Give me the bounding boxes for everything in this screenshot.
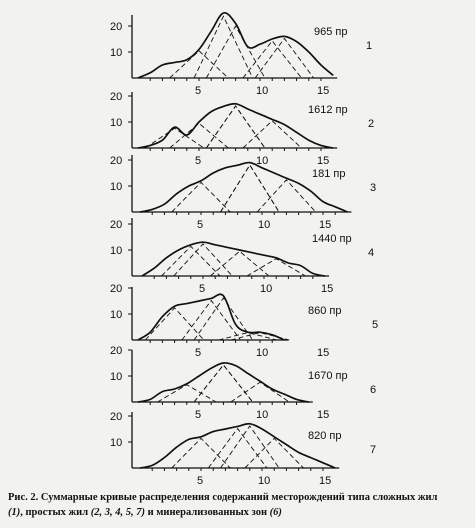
y-tick-label-20: 20 [110, 91, 123, 103]
panel-number: 6 [370, 384, 377, 396]
component-curve [182, 300, 241, 340]
distribution-curve [138, 104, 333, 148]
x-tick-label-5: 5 [199, 283, 206, 295]
x-tick-label-5: 5 [197, 219, 204, 231]
component-curve [243, 41, 302, 78]
component-curve [243, 121, 302, 148]
distribution-curve [138, 13, 333, 78]
component-curve [255, 38, 314, 78]
sample-label: 1670 пр [308, 370, 348, 382]
y-tick-label-20: 20 [110, 21, 123, 33]
x-tick-label-10: 10 [256, 85, 269, 97]
panel-number: 1 [366, 40, 373, 52]
panel-number: 2 [368, 118, 375, 130]
x-tick-label-5: 5 [195, 347, 202, 359]
caption-ref-1: (1) [8, 507, 21, 518]
x-tick-label-5: 5 [195, 85, 202, 97]
x-tick-label-10: 10 [258, 475, 271, 487]
y-tick-label-20: 20 [110, 283, 123, 295]
sample-label: 1440 пр [312, 233, 352, 245]
component-curve [245, 438, 304, 468]
component-curve [162, 246, 221, 276]
x-tick-label-15: 15 [319, 219, 332, 231]
y-tick-label-10: 10 [110, 371, 123, 383]
sample-label: 1612 пр [308, 104, 348, 116]
sample-label: 181 пр [312, 168, 346, 180]
x-tick-label-15: 15 [319, 475, 332, 487]
distribution-curve [138, 363, 309, 402]
y-tick-label-20: 20 [110, 155, 123, 167]
component-curve [172, 182, 231, 212]
y-tick-label-10: 10 [110, 245, 123, 257]
x-tick-label-5: 5 [195, 155, 202, 167]
x-tick-label-15: 15 [317, 155, 330, 167]
distribution-curve [140, 424, 335, 468]
y-tick-label-20: 20 [110, 411, 123, 423]
panel-number: 7 [370, 444, 377, 456]
caption-text-2: , простых жил [20, 507, 91, 518]
y-tick-label-20: 20 [110, 345, 123, 357]
panel-number: 4 [368, 247, 375, 259]
x-tick-label-10: 10 [256, 155, 269, 167]
x-tick-label-15: 15 [321, 283, 334, 295]
caption-line-1: Рис. 2. Суммарные кривые распределения содержаний месторождений типа сложных жил [8, 492, 438, 503]
component-curve [221, 426, 280, 468]
caption-ref-3: (6) [269, 507, 282, 518]
x-tick-label-10: 10 [256, 347, 269, 359]
y-tick-label-10: 10 [110, 437, 123, 449]
caption-line-2 [8, 505, 470, 520]
sample-label: 820 пр [308, 430, 342, 442]
x-tick-label-10: 10 [258, 219, 271, 231]
x-tick-label-15: 15 [317, 409, 330, 421]
figure-caption [8, 490, 470, 520]
component-curve [172, 438, 231, 468]
sample-label: 860 пр [308, 305, 342, 317]
caption-ref-2: (2, 3, 4, 5, 7) [90, 507, 145, 518]
component-curve [208, 428, 267, 468]
x-tick-label-5: 5 [197, 475, 204, 487]
panel-number: 3 [370, 182, 377, 194]
caption-text-3: и минерализованных зон [144, 507, 270, 518]
x-tick-label-15: 15 [317, 347, 330, 359]
x-tick-label-5: 5 [195, 409, 202, 421]
x-tick-label-10: 10 [260, 283, 273, 295]
y-tick-label-10: 10 [110, 181, 123, 193]
component-curve [247, 259, 306, 276]
x-tick-label-10: 10 [256, 409, 269, 421]
y-tick-label-10: 10 [110, 47, 123, 59]
panel-number: 5 [372, 319, 379, 331]
x-tick-label-15: 15 [317, 85, 330, 97]
sample-label: 965 пр [314, 26, 348, 38]
y-tick-label-10: 10 [110, 309, 123, 321]
component-curve [145, 308, 204, 340]
component-curve [257, 180, 316, 212]
y-tick-label-20: 20 [110, 219, 123, 231]
y-tick-label-10: 10 [110, 117, 123, 129]
component-curve [158, 385, 217, 402]
